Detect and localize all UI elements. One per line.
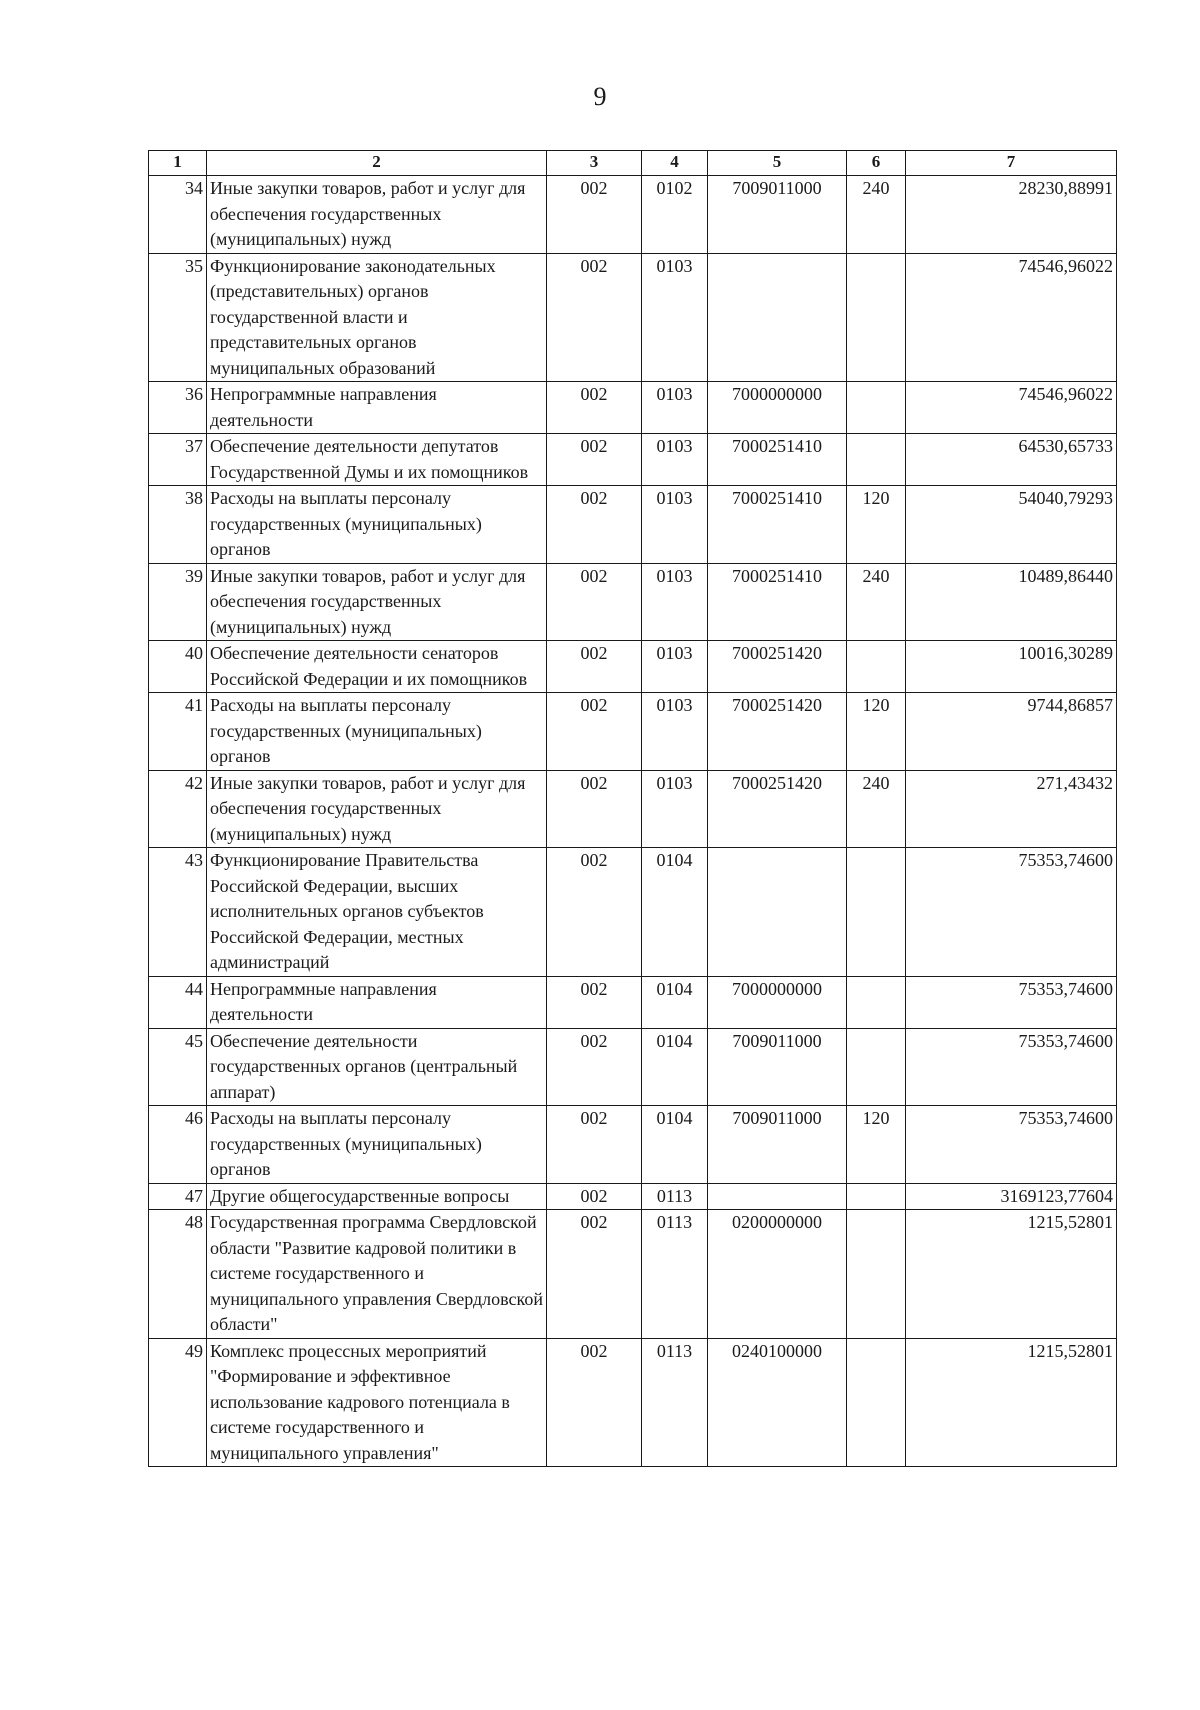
expense-name: Обеспечение деятельности сенаторов Российской Федерации и их помощников — [207, 641, 547, 693]
target-article-code: 7000251420 — [708, 641, 847, 693]
expense-type-code — [847, 1210, 906, 1339]
department-code: 002 — [547, 641, 642, 693]
expense-name: Обеспечение деятельности государственных органов (центральный аппарат) — [207, 1028, 547, 1106]
section-code: 0103 — [642, 253, 708, 382]
amount: 54040,79293 — [906, 486, 1117, 564]
target-article-code: 0200000000 — [708, 1210, 847, 1339]
row-number: 49 — [149, 1338, 207, 1467]
section-code: 0104 — [642, 1028, 708, 1106]
expense-name: Государственная программа Свердловской области "Развитие кадровой политики в системе государственного и муниципального управления Свердловской области" — [207, 1210, 547, 1339]
table-row — [149, 434, 1117, 486]
column-header-4: 4 — [642, 151, 708, 176]
target-article-code — [708, 848, 847, 977]
expense-type-code: 120 — [847, 1106, 906, 1184]
target-article-code — [708, 1183, 847, 1210]
table-row — [149, 1106, 1117, 1184]
section-code: 0104 — [642, 848, 708, 977]
table-row — [149, 1183, 1117, 1210]
expense-type-code — [847, 253, 906, 382]
amount: 64530,65733 — [906, 434, 1117, 486]
target-article-code: 7000251420 — [708, 693, 847, 771]
table-row — [149, 770, 1117, 848]
section-code: 0103 — [642, 770, 708, 848]
expense-type-code — [847, 434, 906, 486]
row-number: 45 — [149, 1028, 207, 1106]
section-code: 0113 — [642, 1183, 708, 1210]
table-row — [149, 1028, 1117, 1106]
row-number: 36 — [149, 382, 207, 434]
department-code: 002 — [547, 1210, 642, 1339]
department-code: 002 — [547, 382, 642, 434]
target-article-code: 7000000000 — [708, 976, 847, 1028]
expense-name: Иные закупки товаров, работ и услуг для обеспечения государственных (муниципальных) нужд — [207, 563, 547, 641]
department-code: 002 — [547, 253, 642, 382]
column-header-3: 3 — [547, 151, 642, 176]
amount: 271,43432 — [906, 770, 1117, 848]
expense-type-code: 240 — [847, 176, 906, 254]
column-header-6: 6 — [847, 151, 906, 176]
page-number: 9 — [593, 82, 607, 111]
table-row — [149, 693, 1117, 771]
amount: 1215,52801 — [906, 1210, 1117, 1339]
header-row — [149, 151, 1117, 176]
expense-type-code — [847, 382, 906, 434]
target-article-code: 0240100000 — [708, 1338, 847, 1467]
section-code: 0113 — [642, 1338, 708, 1467]
department-code: 002 — [547, 563, 642, 641]
row-number: 37 — [149, 434, 207, 486]
target-article-code: 7009011000 — [708, 176, 847, 254]
row-number: 42 — [149, 770, 207, 848]
section-code: 0104 — [642, 976, 708, 1028]
expense-name: Функционирование законодательных (представительных) органов государственной власти и представительных органов муниципальных образований — [207, 253, 547, 382]
row-number: 34 — [149, 176, 207, 254]
section-code: 0102 — [642, 176, 708, 254]
table-row — [149, 253, 1117, 382]
amount: 28230,88991 — [906, 176, 1117, 254]
row-number: 39 — [149, 563, 207, 641]
section-code: 0103 — [642, 563, 708, 641]
column-header-2: 2 — [207, 151, 547, 176]
expense-name: Иные закупки товаров, работ и услуг для обеспечения государственных (муниципальных) нужд — [207, 176, 547, 254]
target-article-code: 7009011000 — [708, 1106, 847, 1184]
section-code: 0103 — [642, 382, 708, 434]
table-row — [149, 1210, 1117, 1339]
row-number: 41 — [149, 693, 207, 771]
row-number: 38 — [149, 486, 207, 564]
table-row — [149, 176, 1117, 254]
table-row — [149, 1338, 1117, 1467]
section-code: 0103 — [642, 434, 708, 486]
department-code: 002 — [547, 1183, 642, 1210]
column-header-5: 5 — [708, 151, 847, 176]
section-code: 0113 — [642, 1210, 708, 1339]
expense-type-code: 240 — [847, 770, 906, 848]
department-code: 002 — [547, 770, 642, 848]
row-number: 47 — [149, 1183, 207, 1210]
amount: 75353,74600 — [906, 1028, 1117, 1106]
department-code: 002 — [547, 1028, 642, 1106]
row-number: 48 — [149, 1210, 207, 1339]
department-code: 002 — [547, 1106, 642, 1184]
expense-type-code: 120 — [847, 486, 906, 564]
department-code: 002 — [547, 1338, 642, 1467]
expense-name: Расходы на выплаты персоналу государственных (муниципальных) органов — [207, 1106, 547, 1184]
expense-type-code — [847, 1338, 906, 1467]
target-article-code: 7000251420 — [708, 770, 847, 848]
table-row — [149, 641, 1117, 693]
row-number: 44 — [149, 976, 207, 1028]
department-code: 002 — [547, 176, 642, 254]
expense-name: Расходы на выплаты персоналу государственных (муниципальных) органов — [207, 486, 547, 564]
department-code: 002 — [547, 693, 642, 771]
expense-type-code: 240 — [847, 563, 906, 641]
target-article-code: 7009011000 — [708, 1028, 847, 1106]
amount: 10489,86440 — [906, 563, 1117, 641]
amount: 74546,96022 — [906, 253, 1117, 382]
target-article-code: 7000251410 — [708, 434, 847, 486]
table-row — [149, 563, 1117, 641]
amount: 9744,86857 — [906, 693, 1117, 771]
expense-name: Функционирование Правительства Российской Федерации, высших исполнительных органов субъектов Российской Федерации, местных администраций — [207, 848, 547, 977]
target-article-code: 7000251410 — [708, 563, 847, 641]
amount: 74546,96022 — [906, 382, 1117, 434]
expense-name: Расходы на выплаты персоналу государственных (муниципальных) органов — [207, 693, 547, 771]
target-article-code — [708, 253, 847, 382]
table-row — [149, 382, 1117, 434]
expense-name: Другие общегосударственные вопросы — [207, 1183, 547, 1210]
amount: 10016,30289 — [906, 641, 1117, 693]
expense-type-code — [847, 1183, 906, 1210]
expense-type-code — [847, 848, 906, 977]
expense-type-code — [847, 976, 906, 1028]
table-row — [149, 848, 1117, 977]
department-code: 002 — [547, 848, 642, 977]
expense-name: Непрограммные направления деятельности — [207, 976, 547, 1028]
row-number: 46 — [149, 1106, 207, 1184]
column-header-7: 7 — [906, 151, 1117, 176]
expense-name: Комплекс процессных мероприятий "Формирование и эффективное использование кадрового потенциала в системе государственного и муниципального управления" — [207, 1338, 547, 1467]
budget-table — [148, 150, 1117, 1467]
row-number: 35 — [149, 253, 207, 382]
expense-name: Иные закупки товаров, работ и услуг для обеспечения государственных (муниципальных) нужд — [207, 770, 547, 848]
column-header-1: 1 — [149, 151, 207, 176]
expense-type-code: 120 — [847, 693, 906, 771]
target-article-code: 7000251410 — [708, 486, 847, 564]
expense-type-code — [847, 1028, 906, 1106]
section-code: 0103 — [642, 486, 708, 564]
department-code: 002 — [547, 434, 642, 486]
amount: 75353,74600 — [906, 976, 1117, 1028]
section-code: 0103 — [642, 693, 708, 771]
department-code: 002 — [547, 976, 642, 1028]
amount: 1215,52801 — [906, 1338, 1117, 1467]
amount: 75353,74600 — [906, 848, 1117, 977]
expense-name: Обеспечение деятельности депутатов Государственной Думы и их помощников — [207, 434, 547, 486]
section-code: 0104 — [642, 1106, 708, 1184]
row-number: 40 — [149, 641, 207, 693]
table-row — [149, 486, 1117, 564]
section-code: 0103 — [642, 641, 708, 693]
amount: 3169123,77604 — [906, 1183, 1117, 1210]
table-row — [149, 976, 1117, 1028]
expense-type-code — [847, 641, 906, 693]
department-code: 002 — [547, 486, 642, 564]
target-article-code: 7000000000 — [708, 382, 847, 434]
amount: 75353,74600 — [906, 1106, 1117, 1184]
row-number: 43 — [149, 848, 207, 977]
expense-name: Непрограммные направления деятельности — [207, 382, 547, 434]
